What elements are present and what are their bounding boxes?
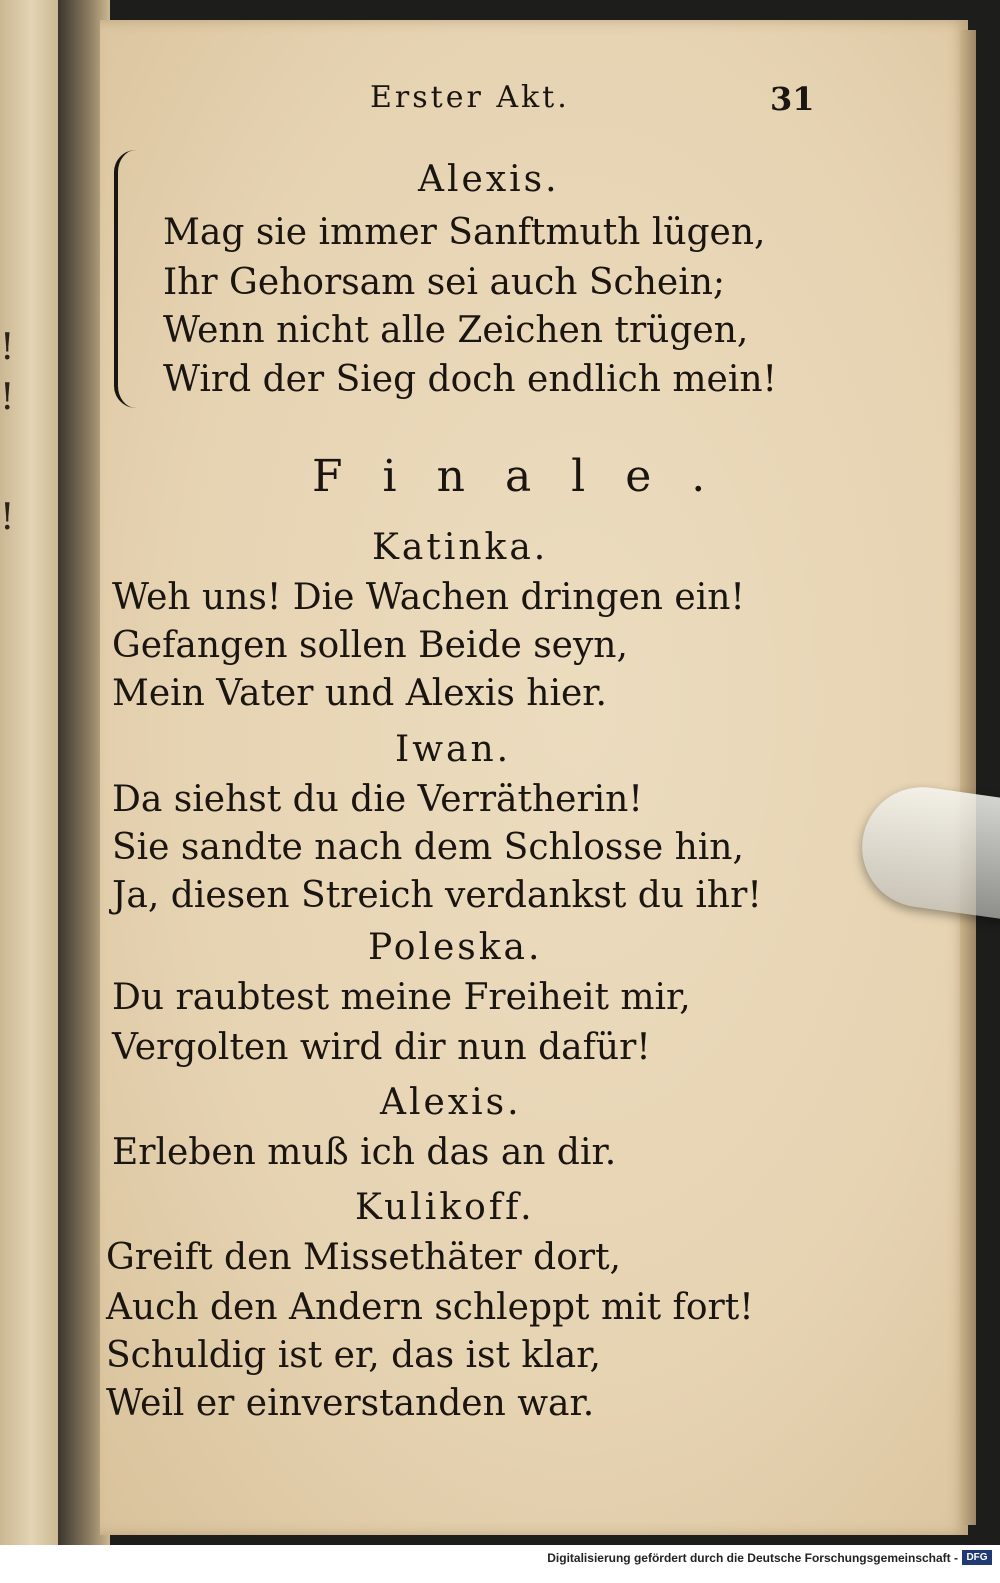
verse-line: Greift den Missethäter dort, xyxy=(106,1237,622,1278)
verse-line: Da siehst du die Verrätherin! xyxy=(112,779,643,820)
page-number: 31 xyxy=(770,80,815,118)
verse-line: Sie sandte nach dem Schlosse hin, xyxy=(112,827,744,868)
speaker-name: Alexis. xyxy=(418,159,560,200)
verse-line: Wird der Sieg doch endlich mein! xyxy=(163,359,778,400)
previous-page-mark: ! xyxy=(0,377,15,418)
verse-line: Vergolten wird dir nun dafür! xyxy=(112,1027,651,1068)
verse-line: Erleben muß ich das an dir. xyxy=(112,1132,617,1173)
speaker-name: Alexis. xyxy=(380,1082,522,1123)
verse-line: Weh uns! Die Wachen dringen ein! xyxy=(112,577,745,618)
section-heading: Finale. xyxy=(312,451,746,502)
running-header: Erster Akt. xyxy=(370,80,570,115)
verse-line: Wenn nicht alle Zeichen trügen, xyxy=(163,310,749,351)
speaker-name: Iwan. xyxy=(395,729,512,770)
verse-line: Schuldig ist er, das ist klar, xyxy=(106,1335,601,1376)
speaker-name: Katinka. xyxy=(372,527,549,568)
digitization-credit: Digitalisierung gefördert durch die Deutsche Forschungsgemeinschaft - xyxy=(547,1551,958,1565)
verse-line: Du raubtest meine Freiheit mir, xyxy=(112,977,691,1018)
verse-bracket xyxy=(114,150,146,408)
page-edge xyxy=(960,30,976,1525)
dfg-logo: DFG xyxy=(962,1550,992,1565)
verse-line: Weil er einverstanden war. xyxy=(106,1383,595,1424)
verse-line: Auch den Andern schleppt mit fort! xyxy=(106,1287,754,1328)
speaker-name: Kulikoff. xyxy=(355,1187,535,1228)
previous-page-mark: ! xyxy=(0,327,15,368)
verse-line: Mag sie immer Sanftmuth lügen, xyxy=(163,212,766,253)
verse-line: Ihr Gehorsam sei auch Schein; xyxy=(163,262,726,303)
previous-page-edge xyxy=(0,0,58,1545)
previous-page-mark: ! xyxy=(0,497,15,538)
speaker-name: Poleska. xyxy=(368,927,543,968)
verse-line: Gefangen sollen Beide seyn, xyxy=(112,625,628,666)
verse-line: Ja, diesen Streich verdankst du ihr! xyxy=(112,875,762,916)
verse-line: Mein Vater und Alexis hier. xyxy=(112,673,607,714)
